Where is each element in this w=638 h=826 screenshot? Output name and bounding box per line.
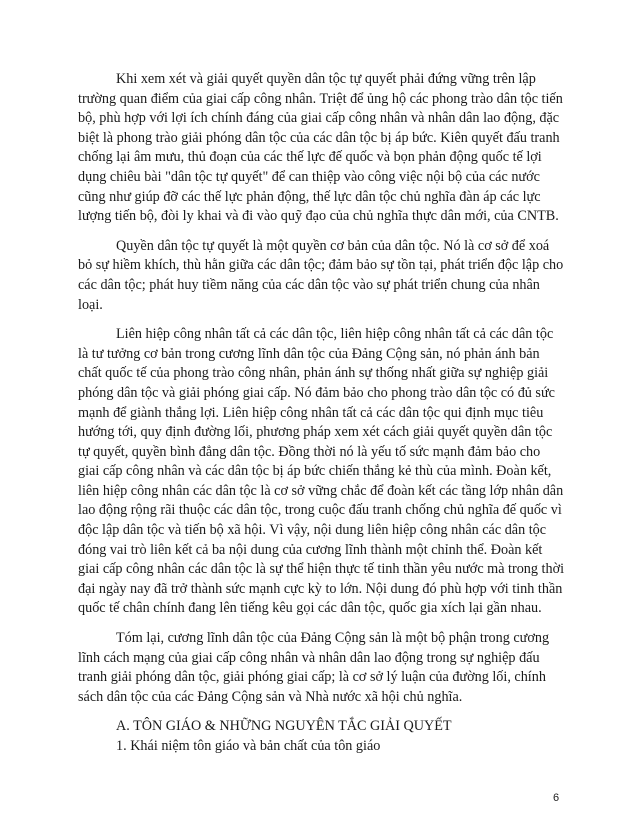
paragraph-summary: Tóm lại, cương lĩnh dân tộc của Đảng Cộng sản là một bộ phận trong cương lĩnh cách mạng của giai cấp công nhân và nhân dân lao động trong sự nghiệp đấu tranh giải phóng dân tộc, giải phóng giai cấp; là cơ sở lý luận của đường lối, chính sách dân tộc của các Đảng Cộng sản và Nhà nước xã hội chủ nghĩa.	[78, 630, 550, 705]
paragraph-workers-union: Liên hiệp công nhân tất cả các dân tộc, liên hiệp công nhân tất cả các dân tộc là tư tưởng cơ bản trong cương lĩnh dân tộc của Đảng Cộng sản, nó phản ánh bản chất quốc tế của phong trào công nhân, phản ánh sự thống nhất giữa sự nghiệp giải phóng dân tộc và giải phóng giai cấp. Nó đảm bảo cho phong trào dân tộc có đủ sức mạnh để giành thắng lợi. Liên hiệp công nhân tất cả các dân tộc qui định mục tiêu hướng tới, quy định đường lối, phương pháp xem xét cách giải quyết quyền dân tộc tự quyết, quyền bình đẳng dân tộc. Đồng thời nó là yếu tố sức mạnh đảm bảo cho giai cấp công nhân và các dân tộc bị áp bức chiến thắng kẻ thù của mình. Đoàn kết, liên hiệp công nhân các dân tộc là cơ sở vững chắc để đoàn kết các tầng lớp nhân dân lao động rộng rãi thuộc các dân tộc, trong cuộc đấu tranh chống chủ nghĩa đế quốc vì độc lập dân tộc và tiến bộ xã hội. Vì vậy, nội dung liên hiệp công nhân các dân tộc đóng vai trò liên kết cả ba nội dung của cương lĩnh thành một chỉnh thể. Đoàn kết giai cấp công nhân các dân tộc là sự thể hiện thực tế tinh thần yêu nước mà trong thời đại ngày nay đã trở thành sức mạnh cực kỳ to lớn. Nội dung đó phù hợp với tinh thần quốc tế chân chính đang lên tiếng kêu gọi các dân tộc, quốc gia xích lại gần nhau.	[78, 326, 565, 617]
section-heading: A. TÔN GIÁO & NHỮNG NGUYÊN TẮC GIẢI QUYẾT	[116, 718, 452, 735]
subsection-heading: 1. Khái niệm tôn giáo và bản chất của tôn giáo	[116, 738, 381, 754]
page-body	[78, 70, 564, 757]
page-number: 6	[553, 792, 560, 804]
paragraph-self-determination-stance: Khi xem xét và giải quyết quyền dân tộc tự quyết phải đứng vững trên lập trường quan điểm của giai cấp công nhân. Triệt để ủng hộ các phong trào dân tộc tiến bộ, phù hợp với lợi ích chính đáng của giai cấp công nhân và nhân dân lao động, đặc biệt là phong trào giải phóng dân tộc của các dân tộc bị áp bức. Kiên quyết đấu tranh chống lại âm mưu, thủ đoạn của các thế lực đế quốc và bọn phản động quốc tế lợi dụng chiêu bài "dân tộc tự quyết" để can thiệp vào công việc nội bộ của các nước cũng như giúp đỡ các thế lực phản động, thế lực dân tộc chủ nghĩa đàn áp các lực lượng tiến bộ, đòi ly khai và đi vào quỹ đạo của chủ nghĩa thực dân mới, của CNTB.	[78, 71, 563, 225]
paragraph-self-determination-right: Quyền dân tộc tự quyết là một quyền cơ bản của dân tộc. Nó là cơ sở để xoá bỏ sự hiềm khích, thù hằn giữa các dân tộc; đảm bảo sự tồn tại, phát triển độc lập cho các dân tộc; phát huy tiềm năng của các dân tộc vào sự phát triển chung của nhân loại.	[78, 237, 564, 313]
